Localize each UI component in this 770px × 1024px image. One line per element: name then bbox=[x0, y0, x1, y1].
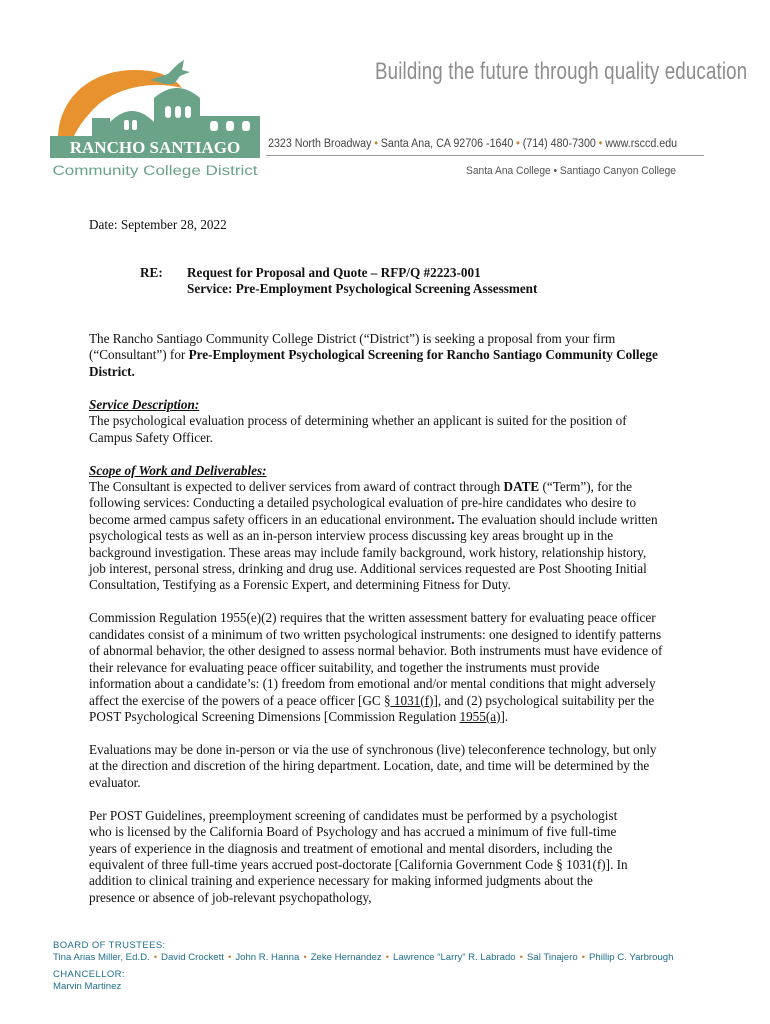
scope-heading: Scope of Work and Deliverables: bbox=[89, 462, 267, 478]
college-santiago-canyon: Santiago Canyon College bbox=[559, 165, 676, 177]
district-logo bbox=[50, 58, 265, 182]
intro-bold-service: Pre-Employment Psychological Screening for Rancho Santiago Community College District. bbox=[89, 347, 658, 379]
address-phone: (714) 480-7300 bbox=[522, 138, 596, 150]
logo-name: RANCHO SANTIAGO bbox=[69, 138, 241, 157]
bullet-separator: • bbox=[516, 138, 520, 150]
re-label: RE: bbox=[140, 265, 163, 280]
trustee-name: John R. Hanna bbox=[235, 952, 300, 963]
service-description-section bbox=[89, 397, 664, 446]
bullet-separator: • bbox=[227, 952, 232, 963]
bullet-separator: • bbox=[374, 138, 378, 150]
address-website[interactable]: www.rsccd.edu bbox=[605, 138, 678, 150]
trustee-name: Tina Arias Miller, Ed.D. bbox=[53, 952, 150, 963]
trustee-name: Phillip C. Yarbrough bbox=[589, 952, 674, 963]
trustees-label: BOARD OF TRUSTEES: bbox=[53, 940, 166, 951]
letterhead-divider bbox=[266, 155, 704, 156]
evaluations-paragraph: Evaluations may be done in-person or via the use of synchronous (live) teleconference technology, but only at the direction and discretion of the hiring department. Location, date, and time will be determined by the evaluator. bbox=[89, 741, 657, 790]
address-city: Santa Ana, CA 92706 -1640 bbox=[380, 138, 514, 150]
trustees-list bbox=[53, 952, 673, 963]
post-guidelines-paragraph: Per POST Guidelines, preemployment screening of candidates must be performed by a psychologist who is licensed by the California Board of Psychology and has accrued a minimum of five full-time years of experience in the diagnosis and treatment of emotional and mental disorders, including the equivalent of three full-time years accrued post-doctorate [California Government Code § 1031(f)]. In addition to clinical training and experience necessary for making informed judgments about the presence or absence of job-relevant psychopathology, bbox=[89, 807, 628, 905]
trustee-name: Zeke Hernandez bbox=[310, 952, 382, 963]
address-line bbox=[268, 138, 677, 150]
letter-date: Date: September 28, 2022 bbox=[89, 217, 227, 232]
bullet-separator: • bbox=[519, 952, 523, 963]
letter-body bbox=[89, 331, 664, 923]
chancellor-label: CHANCELLOR: bbox=[53, 969, 125, 980]
regulation-1955a-link[interactable]: 1955(a) bbox=[459, 708, 501, 724]
intro-paragraph: The Rancho Santiago Community College District (“District”) is seeking a proposal from your firm (“Consultant”) for Pre-Employment Psychological Screening for Rancho Santiago Community College District. bbox=[89, 331, 658, 379]
bullet-separator: • bbox=[153, 952, 158, 963]
bullet-separator: • bbox=[385, 952, 389, 963]
bullet-separator: • bbox=[553, 165, 558, 177]
logo-subtitle: Community College District bbox=[52, 163, 258, 178]
trustee-name: Lawrence “Larry” R. Labrado bbox=[392, 952, 516, 963]
bullet-separator: • bbox=[598, 138, 603, 150]
bullet-separator: • bbox=[581, 952, 586, 963]
scope-date-placeholder: DATE bbox=[503, 479, 540, 495]
re-subject-line-2: Service: Pre-Employment Psychological Screening Assessment bbox=[187, 281, 538, 297]
trustee-name: Sal Tinajero bbox=[527, 952, 578, 963]
trustee-name: David Crockett bbox=[161, 952, 224, 963]
re-subject-line-1: Request for Proposal and Quote – RFP/Q #2223-001 bbox=[187, 265, 481, 280]
commission-regulation-paragraph: Commission Regulation 1955(e)(2) requires that the written assessment battery for evaluating peace officer candidates consist of a minimum of two written psychological instruments: one designed to identify patterns of abnormal behavior, the other designed to assess normal behavior. Both instruments must have evidence of their relevance for evaluating peace officer suitability, and together the instruments must provide information about a candidate’s: (1) freedom from emotional and/or mental conditions that might adversely affect the exercise of the powers of a peace officer [GC § 1031(f)], and (2) psychological suitability per the POST Psychological Screening Dimensions [Commission Regulation 1955(a)]. bbox=[89, 610, 663, 724]
college-santa-ana: Santa Ana College bbox=[466, 165, 551, 177]
gc-1031f-link[interactable]: § 1031(f) bbox=[383, 692, 434, 708]
tagline: Building the future through quality education bbox=[375, 58, 748, 85]
chancellor-name: Marvin Martinez bbox=[53, 981, 122, 992]
bullet-separator: • bbox=[303, 952, 307, 963]
colleges-line bbox=[466, 165, 689, 177]
re-subject bbox=[187, 265, 537, 298]
scope-section: Scope of Work and Deliverables: The Consultant is expected to deliver services from award of contract through DATE (“Term”), for the following services: Conducting a detailed psychological evaluation of pre-hire candidates who desire to become armed campus safety officers in an educational environment. The evaluation should include written psychological tests as well as an in-person interview process discussing key areas brought up in the background investigation. These areas may include family background, work history, relationship history, job interest, personal stress, drinking and drug use. Additional services requested are Post Shooting Initial Consultation, Testifying as a Forensic Expert, and determining Fitness for Duty. bbox=[89, 463, 664, 594]
letter-footer bbox=[53, 940, 673, 992]
service-description-heading: Service Description: bbox=[89, 396, 200, 412]
address-street: 2323 North Broadway bbox=[268, 138, 372, 150]
service-description-text: The psychological evaluation process of determining whether an applicant is suited for the position of Campus Safety Officer. bbox=[89, 413, 627, 445]
eagle-shape bbox=[150, 60, 190, 84]
